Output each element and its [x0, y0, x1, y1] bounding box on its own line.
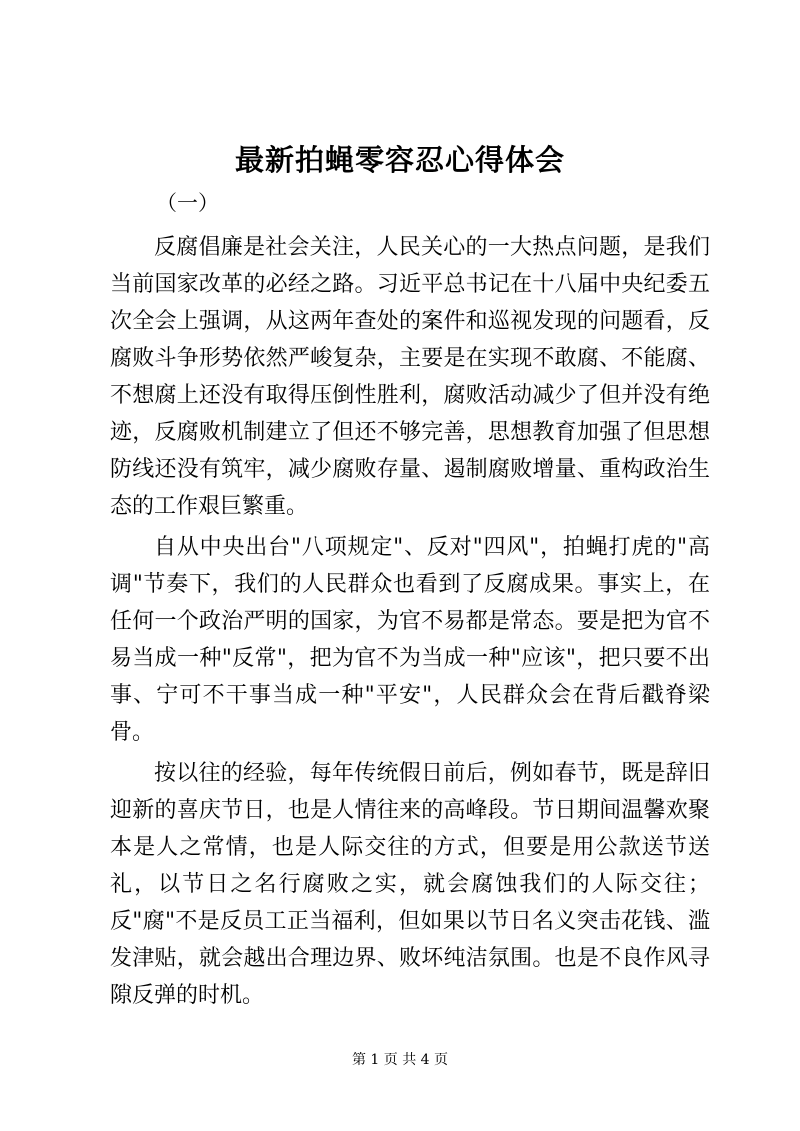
document-title: 最新拍蝇零容忍心得体会 — [234, 143, 565, 177]
paragraph-3: 按以往的经验，每年传统假日前后，例如春节，既是辞旧迎新的喜庆节日，也是人情往来的高峰段。节日期间温馨欢聚本是人之常情，也是人际交往的方式，但要是用公款送节送礼，以节日之名行腐败之实，就会腐蚀我们的人际交往；反"腐"不是反员工正当福利，但如果以节日名义突击花钱、滥发津贴，就会越出合理边界、败坏纯洁氛围。也是不良作风寻隙反弹的时机。 — [110, 761, 710, 1008]
document-body — [110, 229, 710, 1018]
paragraph-2: 自从中央出台"八项规定"、反对"四风"，拍蝇打虎的"高调"节奏下，我们的人民群众也看到了反腐成果。事实上，在任何一个政治严明的国家，为官不易都是常态。要是把为官不易当成一种"反常"，把为官不为当成一种"应该"，把只要不出事、宁可不干事当成一种"平安"，人民群众会在背后戳脊梁骨。 — [110, 535, 710, 745]
page-footer: 第 1 页 共 4 页 — [351, 1052, 449, 1068]
section-label: （一） — [156, 191, 219, 215]
paragraph-1: 反腐倡廉是社会关注，人民关心的一大热点问题，是我们当前国家改革的必经之路。习近平总书记在十八届中央纪委五次全会上强调，从这两年查处的案件和巡视发现的问题看，反腐败斗争形势依然严峻复杂，主要是在实现不敢腐、不能腐、不想腐上还没有取得压倒性胜利，腐败活动减少了但并没有绝迹，反腐败机制建立了但还不够完善，思想教育加强了但思想防线还没有筑牢，减少腐败存量、遏制腐败增量、重构政治生态的工作艰巨繁重。 — [110, 235, 710, 519]
